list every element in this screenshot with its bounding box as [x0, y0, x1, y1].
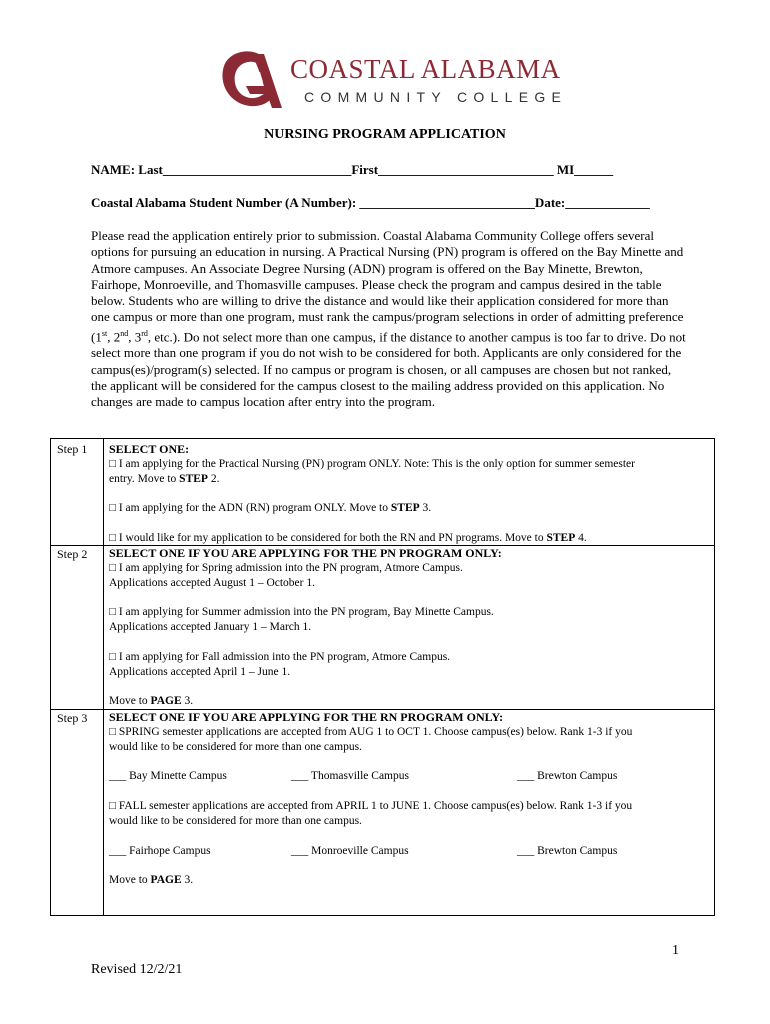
step-1-label: Step 1 — [57, 442, 88, 456]
revision-date: Revised 12/2/21 — [91, 962, 183, 977]
checkbox-icon[interactable]: □ — [109, 458, 116, 470]
rn-spring-option[interactable]: □ SPRING semester applications are accepted from AUG 1 to OCT 1. Choose campus(es) below. Rank 1-3 if you — [109, 726, 633, 738]
college-subtitle: COMMUNITY COLLEGE — [304, 89, 568, 105]
rn-fall-option-cont: would like to be considered for more than one campus. — [109, 815, 362, 827]
campus-rank-brewton-fall[interactable]: ___ Brewton Campus — [517, 845, 618, 857]
a-number-line[interactable]: Coastal Alabama Student Number (A Number): ___________________________Date:_____________ — [91, 195, 650, 210]
campus-rank-monroeville[interactable]: ___ Monroeville Campus — [291, 845, 409, 857]
campus-rank-brewton-spring[interactable]: ___ Brewton Campus — [517, 770, 618, 782]
pn-fall-dates: Applications accepted April 1 – June 1. — [109, 666, 291, 678]
steps-table — [50, 438, 715, 916]
pn-summer-dates: Applications accepted January 1 – March 1. — [109, 621, 312, 633]
step-1-heading: SELECT ONE: — [109, 442, 190, 456]
form-title: NURSING PROGRAM APPLICATION — [264, 127, 506, 142]
college-emblem-icon — [216, 46, 288, 112]
pn-summer-option[interactable]: □ I am applying for Summer admission into the PN program, Bay Minette Campus. — [109, 606, 494, 618]
pn-spring-option[interactable]: □ I am applying for Spring admission into the PN program, Atmore Campus. — [109, 562, 463, 574]
checkbox-icon[interactable]: □ — [109, 800, 116, 812]
pn-spring-dates: Applications accepted August 1 – October 1. — [109, 577, 315, 589]
checkbox-icon[interactable]: □ — [109, 726, 116, 738]
step-2-heading: SELECT ONE IF YOU ARE APPLYING FOR THE PN PROGRAM ONLY: — [109, 546, 502, 560]
step-3-label: Step 3 — [57, 711, 88, 725]
rn-spring-option-cont: would like to be considered for more than one campus. — [109, 741, 362, 753]
college-logo — [216, 46, 568, 112]
checkbox-icon[interactable]: □ — [109, 606, 116, 618]
step-2-label: Step 2 — [57, 547, 88, 561]
checkbox-icon[interactable]: □ — [109, 532, 116, 544]
instructions-paragraph: Please read the application entirely prior to submission. Coastal Alabama Community College offers several options for pursuing an education in nursing. A Practical Nursing (PN) program is offered on the Bay Minette and Atmore campuses. An Associate Degree Nursing (ADN) program is offered on the Bay Minette, Brewton, Fairhope, Monroeville, and Thomasville campuses. Please check the program and campus desired in the table below. Students who are willing to drive the distance and would like their application considered for more than one campus or more than one program, must rank the campus/program selections in order of admitting preference (1st, 2nd, 3rd, etc.). Do not select more than one campus, if the distance to another campus is too far to drive. Do not select more than one program if you do not wish to be considered for both. Applicants are only considered for the campus(es)/program(s) selected. If no campus or program is chosen, or all campuses are chosen but not ranked, the applicant will be considered for the campus closest to the mailing address provided on this application. No changes are made to campus location after entry into the program. — [91, 228, 686, 410]
checkbox-icon[interactable]: □ — [109, 651, 116, 663]
campus-rank-thomasville[interactable]: ___ Thomasville Campus — [291, 770, 409, 782]
pn-only-option-cont: entry. Move to STEP 2. — [109, 473, 220, 485]
name-line[interactable]: NAME: Last_____________________________First___________________________ MI______ — [91, 162, 614, 177]
college-name: COASTAL ALABAMA — [290, 54, 561, 84]
adn-only-option[interactable]: □ I am applying for the ADN (RN) program ONLY. Move to STEP 3. — [109, 502, 432, 514]
step-3-heading: SELECT ONE IF YOU ARE APPLYING FOR THE RN PROGRAM ONLY: — [109, 710, 504, 724]
pn-only-option[interactable]: □ I am applying for the Practical Nursing (PN) program ONLY. Note: This is the only option for summer semester — [109, 458, 635, 470]
checkbox-icon[interactable]: □ — [109, 502, 116, 514]
step-3-move: Move to PAGE 3. — [109, 874, 194, 886]
campus-rank-fairhope[interactable]: ___ Fairhope Campus — [109, 845, 211, 857]
rn-fall-option[interactable]: □ FALL semester applications are accepted from APRIL 1 to JUNE 1. Choose campus(es) below. Rank 1-3 if you — [109, 800, 633, 812]
step-2-move: Move to PAGE 3. — [109, 695, 194, 707]
checkbox-icon[interactable]: □ — [109, 562, 116, 574]
column-divider — [103, 439, 104, 915]
campus-rank-bay-minette[interactable]: ___ Bay Minette Campus — [109, 770, 227, 782]
page-number: 1 — [672, 943, 679, 958]
pn-fall-option[interactable]: □ I am applying for Fall admission into the PN program, Atmore Campus. — [109, 651, 451, 663]
both-programs-option[interactable]: □ I would like for my application to be considered for both the RN and PN programs. Move to STEP 4. — [109, 532, 587, 544]
